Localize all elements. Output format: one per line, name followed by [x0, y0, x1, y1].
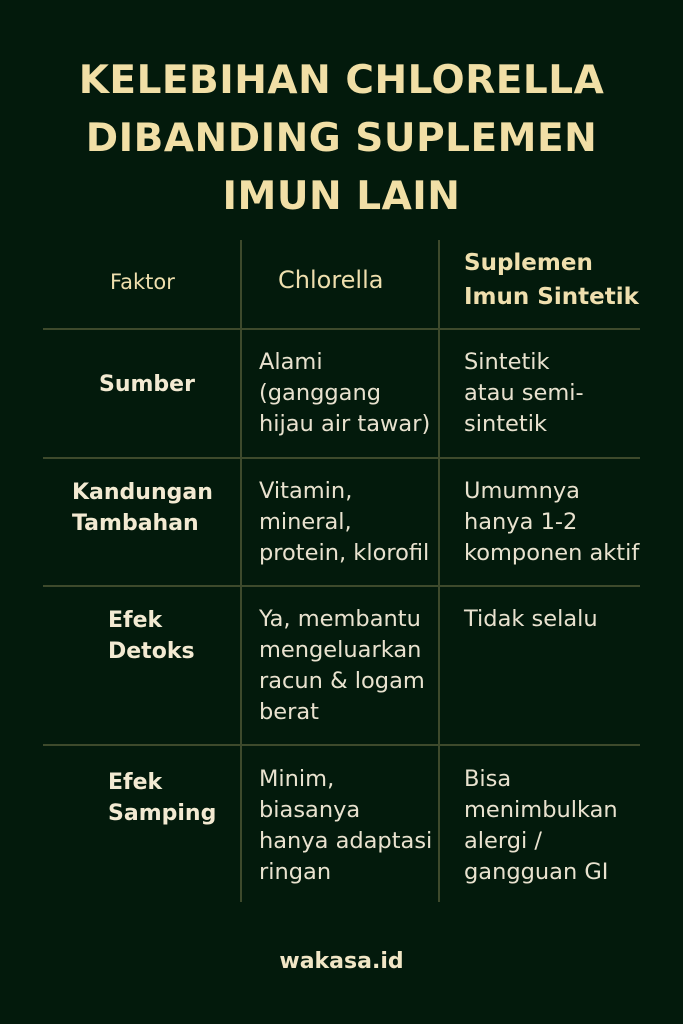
title-line-3: IMUN LAIN	[222, 174, 461, 219]
title-line-2: DIBANDING SUPLEMEN	[85, 116, 598, 161]
header-synthetic-line-1: Suplemen	[464, 250, 593, 276]
header-synthetic	[464, 246, 639, 314]
cell-sumber-chlorella: Alami (ganggang hijau air tawar)	[259, 349, 431, 437]
cell-samping-chlorella: Minim, biasanya hanya adaptasi ringan	[259, 766, 433, 885]
header-chlorella: Chlorella	[278, 266, 384, 294]
column-divider-1	[240, 240, 242, 902]
row-divider-3	[43, 585, 640, 587]
row-label-efek-detoks: Efek Detoks	[108, 608, 195, 664]
page-title	[20, 52, 663, 226]
cell-kandungan-chlorella: Vitamin, mineral, protein, klorofil	[259, 478, 430, 566]
row-divider-1	[43, 328, 640, 330]
footer-website: wakasa.id	[279, 949, 404, 974]
cell-kandungan-synthetic: Umumnya hanya 1-2 komponen aktif	[464, 478, 640, 566]
cell-sumber-synthetic: Sintetik atau semi- sintetik	[464, 349, 584, 437]
column-divider-2	[438, 240, 440, 902]
row-divider-2	[43, 457, 640, 459]
row-divider-4	[43, 744, 640, 746]
row-label-efek-samping: Efek Samping	[108, 770, 217, 826]
header-synthetic-line-2: Imun Sintetik	[464, 284, 639, 310]
title-line-1: KELEBIHAN CHLORELLA	[78, 58, 605, 103]
row-label-kandungan-tambahan: Kandungan Tambahan	[72, 480, 213, 536]
row-label-sumber: Sumber	[99, 372, 195, 397]
cell-detoks-synthetic: Tidak selalu	[464, 606, 598, 632]
header-factor: Faktor	[110, 270, 175, 294]
cell-samping-synthetic: Bisa menimbulkan alergi / gangguan GI	[464, 766, 618, 885]
cell-detoks-chlorella: Ya, membantu mengeluarkan racun & logam berat	[259, 606, 425, 725]
